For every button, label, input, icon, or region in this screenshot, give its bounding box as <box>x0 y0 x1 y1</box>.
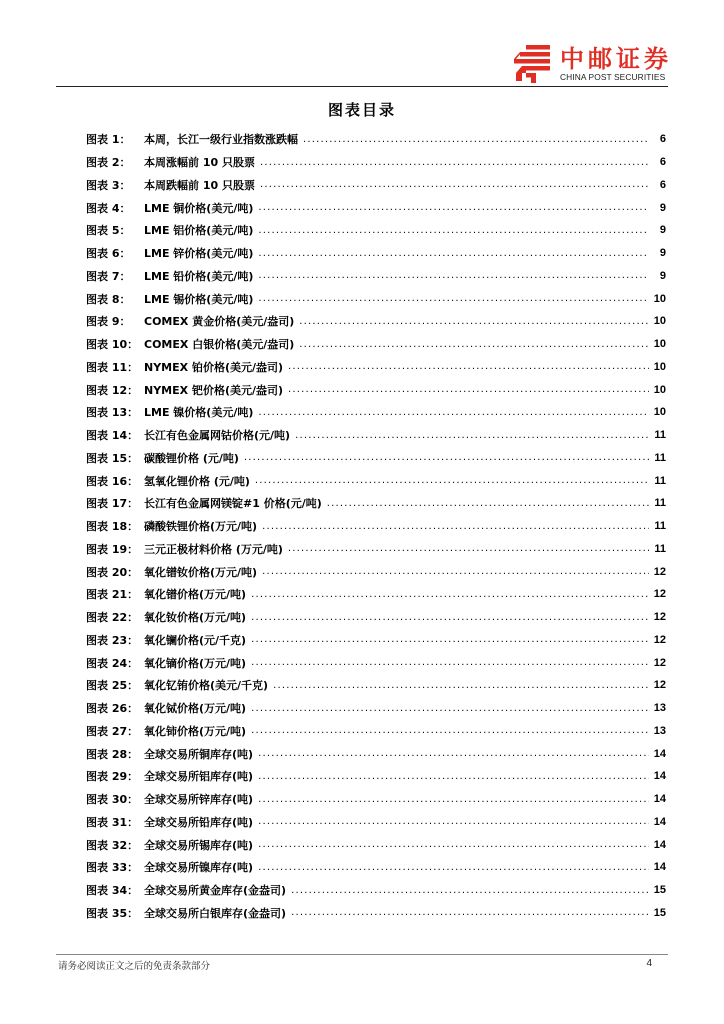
toc-entry-label: 本周，长江一级行业指数涨跌幅 <box>144 133 298 147</box>
toc-entry[interactable] <box>86 902 666 925</box>
toc-entry-label: 全球交易所铝库存(吨) <box>144 770 254 784</box>
toc-entry-number: 图表 29： <box>86 770 139 784</box>
toc-dot-leader <box>295 430 649 441</box>
chart-index-list <box>86 128 666 924</box>
toc-dot-leader <box>303 134 649 145</box>
brand-logo <box>512 43 672 85</box>
toc-entry-number: 图表 18： <box>86 520 139 534</box>
toc-entry-label: LME 铝价格(美元/吨) <box>144 224 254 238</box>
toc-entry-page: 11 <box>654 451 666 464</box>
toc-dot-leader <box>288 361 649 372</box>
toc-entry-number: 图表 33： <box>86 861 139 875</box>
toc-dot-leader <box>258 293 649 304</box>
toc-dot-leader <box>258 270 649 281</box>
toc-entry[interactable] <box>86 651 666 674</box>
toc-entry[interactable] <box>86 287 666 310</box>
toc-entry-label: 氧化镨钕价格(万元/吨) <box>144 565 258 579</box>
toc-entry[interactable] <box>86 242 666 265</box>
toc-entry-number: 图表 1： <box>86 133 131 147</box>
toc-entry-number: 图表 22： <box>86 611 139 625</box>
toc-entry-number: 图表 4： <box>86 201 131 215</box>
toc-dot-leader <box>258 839 649 850</box>
toc-entry-number: 图表 12： <box>86 383 139 397</box>
toc-entry-label: LME 锌价格(美元/吨) <box>144 247 254 261</box>
toc-entry-number: 图表 31： <box>86 815 139 829</box>
toc-entry-label: LME 镍价格(美元/吨) <box>144 406 254 420</box>
toc-entry[interactable] <box>86 265 666 288</box>
toc-entry-label: 氢氧化锂价格 (元/吨) <box>144 474 250 488</box>
toc-entry[interactable] <box>86 310 666 333</box>
header-divider <box>56 86 668 87</box>
toc-entry-label: COMEX 黄金价格(美元/盎司) <box>144 315 295 329</box>
toc-entry-number: 图表 32： <box>86 838 139 852</box>
toc-entry-label: 本周涨幅前 10 只股票 <box>144 156 255 170</box>
footer-divider <box>56 954 668 955</box>
toc-entry-label: 氧化钕价格(万元/吨) <box>144 611 247 625</box>
toc-dot-leader <box>299 316 649 327</box>
toc-entry-number: 图表 19： <box>86 542 139 556</box>
toc-dot-leader <box>258 248 649 259</box>
brand-name-en: CHINA POST SECURITIES <box>560 72 666 82</box>
toc-entry-page: 11 <box>654 542 666 555</box>
toc-entry-page: 14 <box>653 747 666 760</box>
toc-entry[interactable] <box>86 378 666 401</box>
toc-entry-label: 长江有色金属网镁锭#1 价格(元/吨) <box>144 497 322 511</box>
toc-entry[interactable] <box>86 697 666 720</box>
toc-entry[interactable] <box>86 833 666 856</box>
toc-entry-label: 氧化镨价格(万元/吨) <box>144 588 247 602</box>
toc-entry-page: 9 <box>659 201 666 214</box>
toc-dot-leader <box>251 725 649 736</box>
toc-entry-number: 图表 11： <box>86 360 139 374</box>
toc-entry[interactable] <box>86 469 666 492</box>
toc-entry-number: 图表 20： <box>86 565 139 579</box>
toc-entry[interactable] <box>86 196 666 219</box>
toc-entry[interactable] <box>86 742 666 765</box>
toc-entry-number: 图表 10： <box>86 338 139 352</box>
toc-entry-page: 10 <box>653 292 666 305</box>
toc-entry[interactable] <box>86 447 666 470</box>
toc-entry-number: 图表 2： <box>86 156 131 170</box>
toc-dot-leader <box>258 794 649 805</box>
toc-entry-number: 图表 16： <box>86 474 139 488</box>
toc-entry-label: 氧化铈价格(万元/吨) <box>144 724 247 738</box>
toc-entry-page: 11 <box>654 497 666 510</box>
toc-entry-number: 图表 23： <box>86 633 139 647</box>
toc-entry-page: 6 <box>659 178 666 191</box>
toc-dot-leader <box>244 452 649 463</box>
toc-entry-label: 氧化镧价格(元/千克) <box>144 633 247 647</box>
toc-entry-page: 12 <box>653 633 666 646</box>
toc-entry[interactable] <box>86 174 666 197</box>
toc-dot-leader <box>258 748 649 759</box>
toc-entry-page: 11 <box>654 474 666 487</box>
toc-entry-page: 15 <box>653 884 666 897</box>
toc-entry-label: 三元正极材料价格 (万元/吨) <box>144 542 283 556</box>
toc-entry[interactable] <box>86 811 666 834</box>
toc-entry-label: 全球交易所镍库存(吨) <box>144 861 254 875</box>
toc-entry-page: 9 <box>659 224 666 237</box>
toc-entry[interactable] <box>86 765 666 788</box>
page-number: 4 <box>646 958 652 969</box>
china-post-logo-icon <box>512 43 554 85</box>
toc-entry-page: 11 <box>654 429 666 442</box>
toc-entry-label: 全球交易所锌库存(吨) <box>144 793 254 807</box>
toc-entry-number: 图表 26： <box>86 702 139 716</box>
toc-entry-number: 图表 7： <box>86 269 131 283</box>
toc-entry-label: 本周跌幅前 10 只股票 <box>144 178 255 192</box>
toc-entry-page: 6 <box>659 133 666 146</box>
toc-dot-leader <box>262 521 649 532</box>
toc-entry-label: 氧化镝价格(万元/吨) <box>144 656 247 670</box>
toc-dot-leader <box>260 179 649 190</box>
toc-entry-label: 全球交易所铜库存(吨) <box>144 747 254 761</box>
toc-entry-page: 12 <box>653 679 666 692</box>
toc-entry-label: 碳酸锂价格 (元/吨) <box>144 451 239 465</box>
toc-dot-leader <box>291 907 649 918</box>
toc-entry-number: 图表 25： <box>86 679 139 693</box>
toc-entry-page: 10 <box>653 338 666 351</box>
toc-entry-label: 磷酸铁锂价格(万元/吨) <box>144 520 258 534</box>
toc-entry[interactable] <box>86 401 666 424</box>
toc-entry-number: 图表 35： <box>86 906 139 920</box>
toc-dot-leader <box>291 885 649 896</box>
toc-entry-number: 图表 34： <box>86 884 139 898</box>
toc-entry-page: 9 <box>659 269 666 282</box>
toc-entry-label: 氧化钇铕价格(美元/千克) <box>144 679 269 693</box>
toc-entry-number: 图表 3： <box>86 178 131 192</box>
toc-entry-label: 全球交易所锡库存(吨) <box>144 838 254 852</box>
toc-entry-page: 10 <box>653 406 666 419</box>
toc-entry-label: NYMEX 钯价格(美元/盎司) <box>144 383 284 397</box>
toc-entry[interactable] <box>86 879 666 902</box>
toc-entry-label: 全球交易所黄金库存(金盎司) <box>144 884 287 898</box>
toc-entry[interactable] <box>86 788 666 811</box>
toc-entry[interactable] <box>86 674 666 697</box>
brand-name-cn: 中邮证券 <box>560 45 672 73</box>
toc-entry-number: 图表 15： <box>86 451 139 465</box>
toc-dot-leader <box>251 634 649 645</box>
toc-dot-leader <box>288 384 649 395</box>
toc-entry-page: 14 <box>653 793 666 806</box>
toc-dot-leader <box>299 339 649 350</box>
toc-entry-page: 12 <box>653 588 666 601</box>
toc-dot-leader <box>251 703 649 714</box>
toc-dot-leader <box>258 202 649 213</box>
toc-entry-page: 12 <box>653 565 666 578</box>
toc-entry-label: LME 铜价格(美元/吨) <box>144 201 254 215</box>
toc-entry[interactable] <box>86 219 666 242</box>
toc-entry-page: 13 <box>653 702 666 715</box>
toc-entry-label: LME 铅价格(美元/吨) <box>144 269 254 283</box>
toc-entry-label: 全球交易所铅库存(吨) <box>144 815 254 829</box>
toc-entry-page: 6 <box>659 156 666 169</box>
toc-entry-label: 氧化铽价格(万元/吨) <box>144 702 247 716</box>
toc-entry-page: 15 <box>653 906 666 919</box>
toc-dot-leader <box>327 498 649 509</box>
toc-dot-leader <box>258 771 649 782</box>
page-title: 图表目录 <box>327 101 396 119</box>
toc-entry-number: 图表 8： <box>86 292 131 306</box>
toc-entry-page: 10 <box>653 360 666 373</box>
toc-entry-page: 14 <box>653 861 666 874</box>
toc-entry[interactable] <box>86 538 666 561</box>
toc-entry-label: LME 锡价格(美元/吨) <box>144 292 254 306</box>
toc-entry-page: 14 <box>653 815 666 828</box>
toc-entry[interactable] <box>86 356 666 379</box>
toc-entry-number: 图表 24： <box>86 656 139 670</box>
toc-entry-page: 10 <box>653 315 666 328</box>
toc-entry[interactable] <box>86 424 666 447</box>
toc-entry-number: 图表 21： <box>86 588 139 602</box>
toc-entry-number: 图表 27： <box>86 724 139 738</box>
toc-dot-leader <box>258 862 649 873</box>
toc-entry[interactable] <box>86 560 666 583</box>
toc-entry-page: 12 <box>653 656 666 669</box>
toc-dot-leader <box>258 816 649 827</box>
toc-entry-page: 11 <box>654 520 666 533</box>
toc-entry[interactable] <box>86 583 666 606</box>
toc-dot-leader <box>251 612 649 623</box>
toc-dot-leader <box>258 225 649 236</box>
toc-entry-page: 14 <box>653 770 666 783</box>
toc-dot-leader <box>273 680 649 691</box>
toc-entry-page: 14 <box>653 838 666 851</box>
toc-entry-label: 长江有色金属网钴价格(元/吨) <box>144 429 291 443</box>
toc-entry[interactable] <box>86 128 666 151</box>
toc-entry-number: 图表 28： <box>86 747 139 761</box>
toc-entry-number: 图表 17： <box>86 497 139 511</box>
toc-entry[interactable] <box>86 629 666 652</box>
toc-dot-leader <box>258 407 649 418</box>
toc-entry-number: 图表 6： <box>86 247 131 261</box>
toc-entry-number: 图表 14： <box>86 429 139 443</box>
toc-entry[interactable] <box>86 333 666 356</box>
toc-entry[interactable] <box>86 515 666 538</box>
toc-entry-number: 图表 5： <box>86 224 131 238</box>
toc-dot-leader <box>288 543 649 554</box>
toc-entry-label: COMEX 白银价格(美元/盎司) <box>144 338 295 352</box>
toc-entry-page: 12 <box>653 611 666 624</box>
toc-entry-number: 图表 30： <box>86 793 139 807</box>
toc-entry-page: 9 <box>659 247 666 260</box>
toc-entry-number: 图表 13： <box>86 406 139 420</box>
toc-dot-leader <box>251 657 649 668</box>
toc-entry[interactable] <box>86 606 666 629</box>
toc-entry-label: 全球交易所白银库存(金盎司) <box>144 906 287 920</box>
toc-entry-label: NYMEX 铂价格(美元/盎司) <box>144 360 284 374</box>
toc-dot-leader <box>255 475 649 486</box>
toc-entry-number: 图表 9： <box>86 315 131 329</box>
toc-entry[interactable] <box>86 492 666 515</box>
toc-entry-page: 10 <box>653 383 666 396</box>
toc-dot-leader <box>262 566 649 577</box>
footer-disclaimer: 请务必阅读正文之后的免责条款部分 <box>58 961 211 972</box>
toc-dot-leader <box>260 157 649 168</box>
toc-entry[interactable] <box>86 151 666 174</box>
toc-entry[interactable] <box>86 856 666 879</box>
toc-entry[interactable] <box>86 720 666 743</box>
toc-dot-leader <box>251 589 649 600</box>
toc-entry-page: 13 <box>653 724 666 737</box>
